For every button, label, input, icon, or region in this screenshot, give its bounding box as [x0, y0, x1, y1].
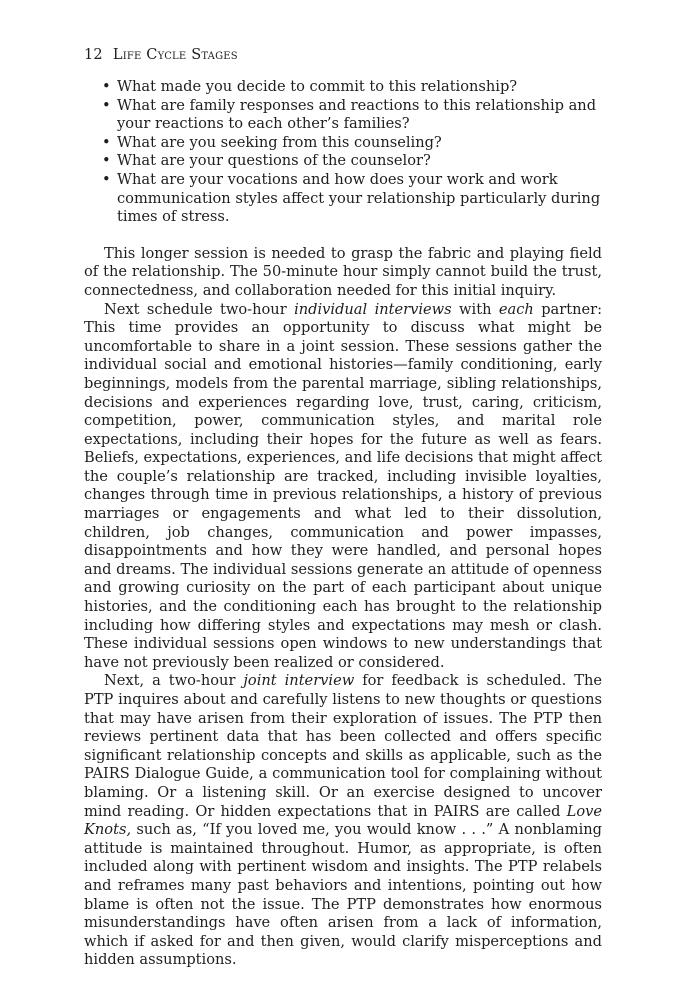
list-item: • What are you seeking from this counseling? [84, 134, 602, 153]
paragraph-joint-interview [84, 672, 602, 970]
running-title: Life Cycle Stages [112, 47, 238, 63]
italic-term: individual interviews [294, 300, 452, 318]
paragraph-individual-interviews [84, 301, 602, 673]
text-run: partner: This time provides an opportunity to discuss what might be uncomfortable to share in a joint session. These sessions gather the individual social and emotional histories—family conditioning, early beginnings, models from the parental marriage, sibling relationships, decisions and experiences regarding love, trust, caring, criticism, competition, power, communication styles, and marital role expectations, including their hopes for the future as well as fears. Beliefs, expectations, experiences, and life decisions that might affect the couple’s relationship are tracked, including invisible loyalties, changes through time in previous relationships, a history of previous marriages or engagements and what led to their dissolution, children, job changes, communication and power impasses, disappointments and how they were handled, and personal hopes and dreams. The individual sessions generate an attitude of openness and growing curiosity on the part of each participant about unique histories, and the conditioning each has brought to the relationship including how differing styles and expectations may mesh or clash. These individual sessions open windows to new understandings that have not previously been realized or considered. [84, 300, 603, 671]
list-item: • What are family responses and reactions to this relationship and your reactions to each other’s families? [84, 97, 602, 134]
text-run: with [451, 300, 499, 318]
text-run: for feedback is scheduled. The PTP inquires about and carefully listens to new thoughts or questions that may have arisen from their exploration of issues. The PTP then reviews pertinent data that has been collected and offers specific significant relationship concepts and skills as applicable, such as the PAIRS Dialogue Guide, a communication tool for complaining without blaming. Or a listening skill. Or an exercise designed to uncover mind reading. Or hidden expectations that in PAIRS are called [84, 672, 602, 820]
italic-term: joint interview [243, 672, 355, 690]
italic-term: Love Knots, [84, 802, 602, 839]
running-head [84, 47, 238, 63]
page-number: 12 [84, 47, 103, 63]
list-item: • What are your vocations and how does your work and work communication styles affect your relationship particularly during times of stress. [84, 171, 602, 227]
text-run: Next schedule two-hour [104, 300, 295, 318]
section-gap [84, 227, 602, 245]
italic-term: each [498, 300, 534, 318]
paragraph-longer-session: This longer session is needed to grasp the fabric and playing field of the relationship. The 50-minute hour simply cannot build the trust, connectedness, and collaboration needed for this initial inquiry. [84, 244, 602, 299]
text-run: Next, a two-hour [104, 672, 244, 690]
list-item: • What are your questions of the counselor? [84, 152, 602, 171]
page-body [84, 78, 602, 970]
text-run: such as, “If you loved me, you would know . . .” A nonblaming attitude is maintained throughout. Humor, as appropriate, is often included along with pertinent wisdom and insights. The PTP relabels and reframes many past behaviors and intentions, pointing out how blame is often not the issue. The PTP demonstrates how enormous misunderstandings have often arisen from a lack of information, which if asked for and then given, would clarify misperceptions and hidden assumptions. [84, 821, 602, 969]
question-list [84, 78, 602, 227]
list-item: • What made you decide to commit to this relationship? [84, 78, 602, 97]
